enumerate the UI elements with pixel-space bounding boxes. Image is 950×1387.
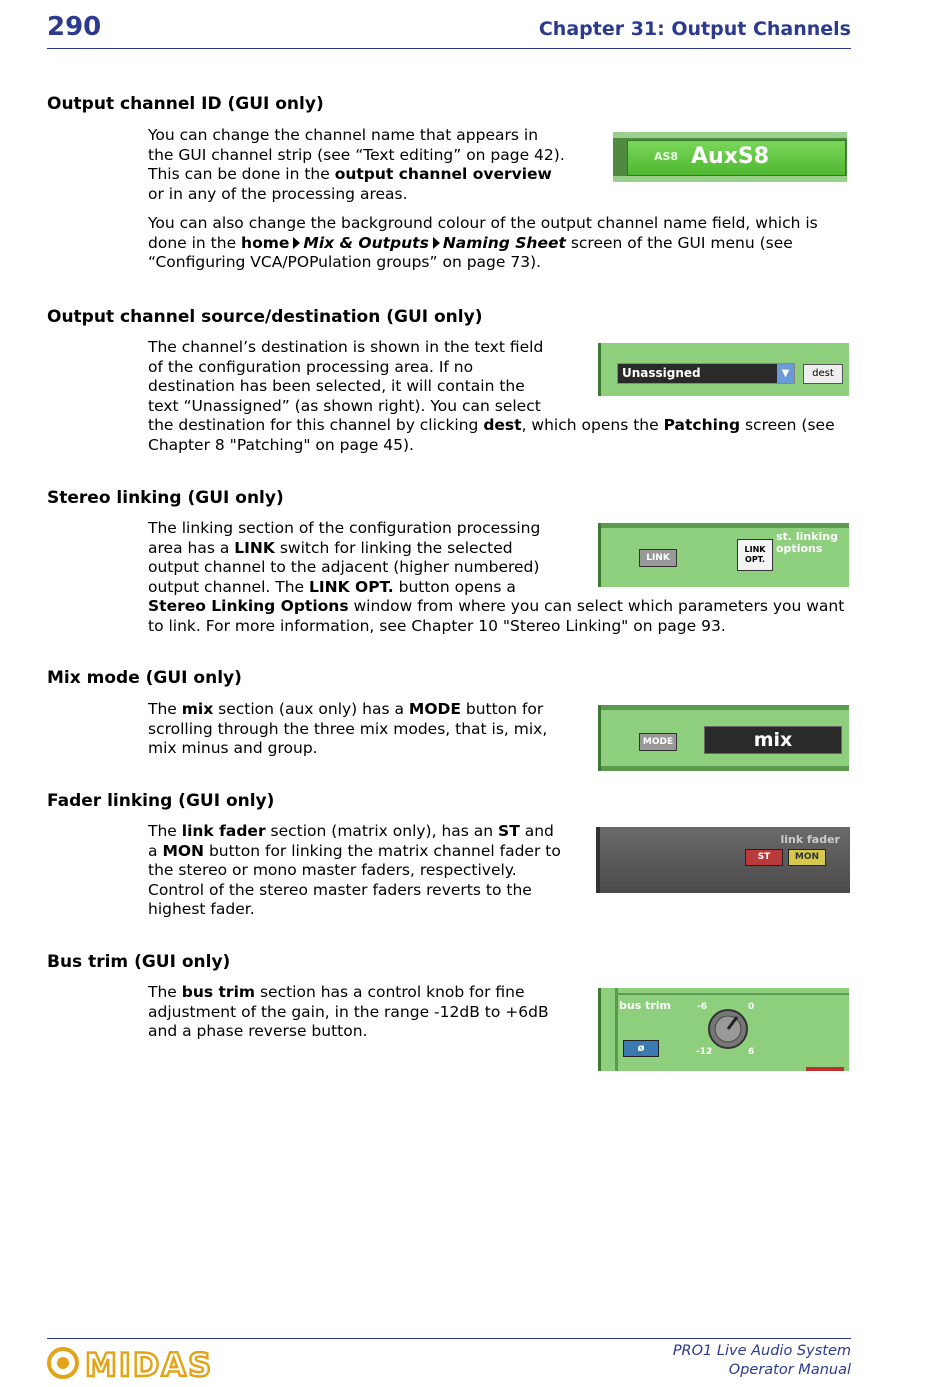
- footer-manual: Operator Manual: [728, 1362, 851, 1378]
- logo-text: MIDAS: [85, 1346, 214, 1381]
- header-rule: [47, 48, 851, 49]
- arrow-right-icon: [293, 237, 300, 249]
- mix-mode-screenshot: [598, 705, 849, 771]
- paragraph-destination: The channel’s destination is shown in the text field of the configuration processing area. If no destination has been selected, it will contain the text “Unassigned” (as shown right). You can select the destination for this channel by clicking dest, which opens the Patching screen (see Chapter 8 "Patching" on page 45).: [148, 338, 835, 454]
- stereo-linking-label-1: st. linking: [776, 530, 838, 543]
- channel-code: AS8: [654, 150, 679, 163]
- section-heading-stereo-linking: Stereo linking (GUI only): [47, 488, 284, 508]
- paragraph-bus-trim: The bus trim section has a control knob for fine adjustment of the gain, in the range -12dB to +6dB and a phase reverse button.: [148, 983, 549, 1041]
- bus-trim-label: bus trim: [619, 999, 671, 1012]
- mon-button[interactable]: MON: [788, 849, 826, 866]
- link-fader-label: link fader: [780, 833, 840, 846]
- footer-product: PRO1 Live Audio System: [672, 1343, 851, 1359]
- section-heading-mix-mode: Mix mode (GUI only): [47, 668, 242, 688]
- fader-linking-screenshot: [596, 827, 850, 893]
- channel-name-strip-screenshot: [613, 132, 847, 182]
- section-heading-output-channel-id: Output channel ID (GUI only): [47, 94, 324, 114]
- stereo-linking-label-2: options: [776, 542, 823, 555]
- paragraph-channel-id-1: You can change the channel name that appears in the GUI channel strip (see “Text editing” on page 42). This can be done in the output channel overview or in any of the processing areas.: [148, 126, 565, 203]
- stereo-linking-label: [776, 531, 838, 555]
- scale-label-0: 0: [748, 1002, 755, 1012]
- scale-label-minus-6: -6: [697, 1002, 707, 1012]
- midas-logo: [47, 1345, 247, 1381]
- channel-name: AuxS8: [691, 144, 770, 169]
- dest-button[interactable]: dest: [803, 364, 843, 384]
- section-heading-bus-trim: Bus trim (GUI only): [47, 952, 231, 972]
- destination-screenshot: [598, 343, 849, 396]
- channel-name-field[interactable]: [627, 140, 846, 176]
- paragraph-channel-id-2: You can also change the background colour of the output channel name field, which is done in the home Mix & Outputs Naming Sheet screen of the GUI menu (see “Configuring VCA/POPulation groups” on page 73).: [148, 214, 818, 272]
- arrow-right-icon: [433, 237, 440, 249]
- paragraph-stereo-linking: The linking section of the configuration processing area has a LINK switch for linking the selected output channel to the adjacent (higher numbered) output channel. The LINK OPT. button opens a Stereo Linking Options window from where you can select which parameters you want to link. For more information, see Chapter 10 "Stereo Linking" on page 93.: [148, 519, 845, 635]
- st-button[interactable]: ST: [745, 849, 783, 866]
- gain-knob[interactable]: [707, 1008, 749, 1050]
- bus-trim-screenshot: [598, 988, 849, 1071]
- chapter-title: Chapter 31: Output Channels: [538, 18, 851, 40]
- link-opt-label-2: OPT.: [745, 555, 765, 564]
- mode-button[interactable]: MODE: [639, 733, 677, 751]
- mix-mode-display: mix: [704, 726, 842, 754]
- scale-label-6: 6: [748, 1047, 755, 1057]
- footer-rule: [47, 1338, 851, 1339]
- destination-field[interactable]: [617, 363, 795, 384]
- section-heading-fader-linking: Fader linking (GUI only): [47, 791, 275, 811]
- paragraph-fader-linking: The link fader section (matrix only), has an ST and a MON button for linking the matrix channel fader to the stereo or mono master faders, respectively. Control of the stereo master faders reverts to the highest fader.: [148, 822, 561, 919]
- stereo-linking-screenshot: [598, 523, 849, 587]
- phase-reverse-button[interactable]: ø: [623, 1040, 659, 1057]
- paragraph-mix-mode: The mix section (aux only) has a MODE button for scrolling through the three mix modes, that is, mix, mix minus and group.: [148, 700, 548, 758]
- page-number: 290: [47, 12, 102, 42]
- link-opt-button[interactable]: [737, 539, 773, 571]
- section-heading-source-destination: Output channel source/destination (GUI only): [47, 307, 483, 327]
- destination-value: Unassigned: [622, 366, 701, 380]
- link-opt-label-1: LINK: [744, 545, 766, 554]
- link-button[interactable]: LINK: [639, 549, 677, 567]
- chevron-down-icon[interactable]: ▼: [777, 364, 794, 383]
- scale-label-minus-12: -12: [696, 1047, 713, 1057]
